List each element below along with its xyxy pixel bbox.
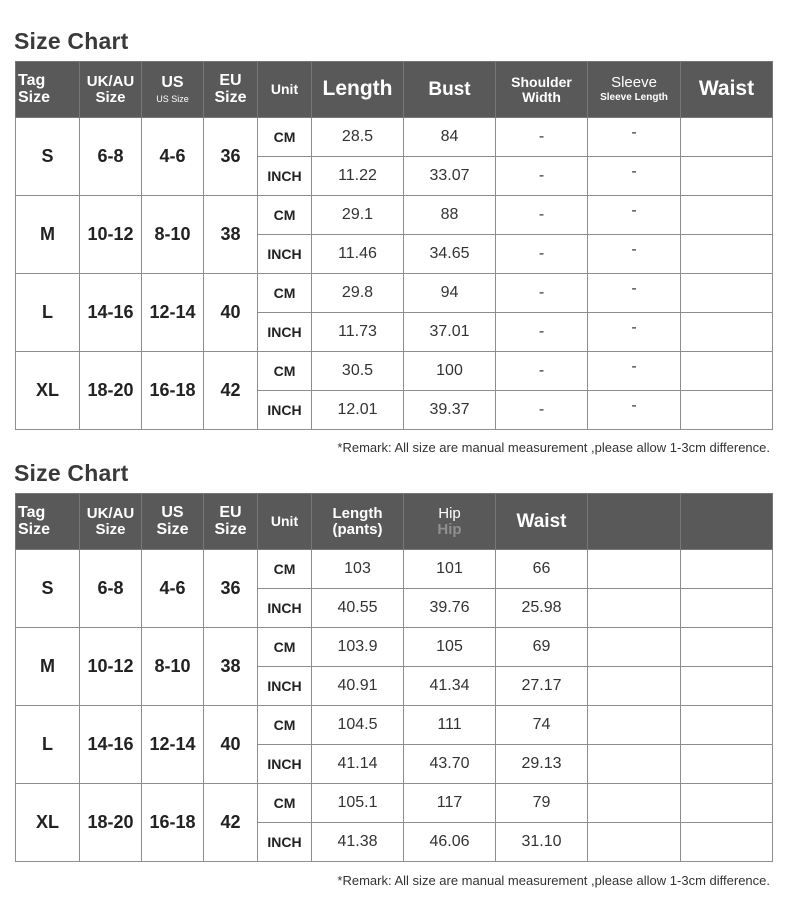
uk-au-size-cell: 6-8: [80, 118, 142, 196]
empty-cell: [681, 196, 773, 235]
header-hip: Hip Hip: [404, 494, 496, 550]
eu-size-cell: 36: [204, 550, 258, 628]
shoulder-cell: -: [496, 391, 588, 430]
empty-cell: [681, 352, 773, 391]
top-size-table: [15, 61, 773, 430]
uk-au-size-cell: 18-20: [80, 784, 142, 862]
header-us-size: US US Size: [142, 62, 204, 118]
waist-cell: 25.98: [496, 589, 588, 628]
empty-cell: [588, 550, 681, 589]
header-empty-1: [588, 494, 681, 550]
empty-cell: [681, 274, 773, 313]
empty-cell: [681, 391, 773, 430]
shoulder-cell: -: [496, 274, 588, 313]
hip-cell: 101: [404, 550, 496, 589]
waist-cell: 29.13: [496, 745, 588, 784]
table-row: [16, 550, 773, 589]
empty-cell: [681, 784, 773, 823]
uk-au-size-cell: 10-12: [80, 196, 142, 274]
length-cell: 105.1: [312, 784, 404, 823]
waist-cell: 31.10: [496, 823, 588, 862]
header-empty-2: [681, 494, 773, 550]
us-size-cell: 4-6: [142, 118, 204, 196]
header-row: [16, 62, 773, 118]
length-cell: 40.91: [312, 667, 404, 706]
us-size-cell: 16-18: [142, 784, 204, 862]
header-length-pants: Length (pants): [312, 494, 404, 550]
empty-cell: [681, 745, 773, 784]
eu-size-cell: 40: [204, 706, 258, 784]
header-sleeve-length: Sleeve Sleeve Length: [588, 62, 681, 118]
length-cell: 12.01: [312, 391, 404, 430]
remark-bottom: *Remark: All size are manual measurement ,please allow 1-3cm difference.: [337, 873, 770, 888]
header-bust: Bust: [404, 62, 496, 118]
tag-size-cell: S: [16, 118, 80, 196]
length-cell: 29.8: [312, 274, 404, 313]
length-cell: 11.73: [312, 313, 404, 352]
shoulder-cell: -: [496, 157, 588, 196]
eu-size-cell: 38: [204, 628, 258, 706]
remark-top: *Remark: All size are manual measurement ,please allow 1-3cm difference.: [337, 440, 770, 455]
hip-cell: 117: [404, 784, 496, 823]
unit-cell: CM: [258, 628, 312, 667]
size-chart-title-bottom: Size Chart: [14, 460, 129, 486]
empty-cell: [681, 667, 773, 706]
table-row: [16, 118, 773, 157]
hip-cell: 105: [404, 628, 496, 667]
length-cell: 103: [312, 550, 404, 589]
unit-cell: CM: [258, 196, 312, 235]
bust-cell: 94: [404, 274, 496, 313]
length-cell: 103.9: [312, 628, 404, 667]
table-row: [16, 196, 773, 235]
sleeve-cell: -: [588, 196, 681, 235]
eu-size-cell: 36: [204, 118, 258, 196]
unit-cell: CM: [258, 706, 312, 745]
waist-cell: 66: [496, 550, 588, 589]
length-cell: 104.5: [312, 706, 404, 745]
hip-cell: 39.76: [404, 589, 496, 628]
header-unit: Unit: [258, 62, 312, 118]
waist-cell: 27.17: [496, 667, 588, 706]
sleeve-cell: -: [588, 274, 681, 313]
empty-cell: [588, 589, 681, 628]
length-cell: 41.38: [312, 823, 404, 862]
length-cell: 41.14: [312, 745, 404, 784]
shoulder-cell: -: [496, 196, 588, 235]
sleeve-cell: -: [588, 118, 681, 157]
tag-size-cell: M: [16, 628, 80, 706]
length-cell: 28.5: [312, 118, 404, 157]
hip-cell: 41.34: [404, 667, 496, 706]
sleeve-cell: -: [588, 157, 681, 196]
empty-cell: [681, 313, 773, 352]
table-row: [16, 352, 773, 391]
bottom-size-table: [15, 493, 773, 862]
empty-cell: [681, 823, 773, 862]
empty-cell: [588, 823, 681, 862]
us-size-cell: 4-6: [142, 550, 204, 628]
empty-cell: [588, 667, 681, 706]
unit-cell: INCH: [258, 667, 312, 706]
header-length: Length: [312, 62, 404, 118]
header-tag-size: Tag Size: [16, 494, 80, 550]
bust-cell: 88: [404, 196, 496, 235]
bust-cell: 84: [404, 118, 496, 157]
empty-cell: [681, 118, 773, 157]
eu-size-cell: 40: [204, 274, 258, 352]
unit-cell: CM: [258, 274, 312, 313]
header-row: [16, 494, 773, 550]
us-size-cell: 12-14: [142, 274, 204, 352]
empty-cell: [588, 706, 681, 745]
unit-cell: INCH: [258, 157, 312, 196]
header-us-size: US Size: [142, 494, 204, 550]
header-tag-size: Tag Size: [16, 62, 80, 118]
eu-size-cell: 38: [204, 196, 258, 274]
length-cell: 11.46: [312, 235, 404, 274]
bust-cell: 100: [404, 352, 496, 391]
tag-size-cell: S: [16, 550, 80, 628]
empty-cell: [681, 706, 773, 745]
tag-size-cell: L: [16, 706, 80, 784]
sleeve-cell: -: [588, 352, 681, 391]
eu-size-cell: 42: [204, 784, 258, 862]
unit-cell: CM: [258, 118, 312, 157]
us-size-cell: 8-10: [142, 628, 204, 706]
bust-cell: 37.01: [404, 313, 496, 352]
empty-cell: [681, 235, 773, 274]
waist-cell: 79: [496, 784, 588, 823]
size-chart-title-top: Size Chart: [14, 28, 129, 54]
us-size-cell: 16-18: [142, 352, 204, 430]
uk-au-size-cell: 14-16: [80, 274, 142, 352]
eu-size-cell: 42: [204, 352, 258, 430]
empty-cell: [681, 628, 773, 667]
length-cell: 29.1: [312, 196, 404, 235]
header-waist: Waist: [496, 494, 588, 550]
header-uk-au-size: UK/AU Size: [80, 494, 142, 550]
unit-cell: CM: [258, 784, 312, 823]
tag-size-cell: XL: [16, 352, 80, 430]
length-cell: 40.55: [312, 589, 404, 628]
length-cell: 30.5: [312, 352, 404, 391]
shoulder-cell: -: [496, 352, 588, 391]
unit-cell: INCH: [258, 391, 312, 430]
empty-cell: [588, 628, 681, 667]
sleeve-cell: -: [588, 235, 681, 274]
unit-cell: INCH: [258, 745, 312, 784]
table-row: [16, 274, 773, 313]
unit-cell: CM: [258, 352, 312, 391]
bust-cell: 34.65: [404, 235, 496, 274]
bust-cell: 39.37: [404, 391, 496, 430]
shoulder-cell: -: [496, 235, 588, 274]
hip-cell: 46.06: [404, 823, 496, 862]
table-row: [16, 706, 773, 745]
table-row: [16, 784, 773, 823]
header-eu-size: EU Size: [204, 62, 258, 118]
uk-au-size-cell: 10-12: [80, 628, 142, 706]
uk-au-size-cell: 14-16: [80, 706, 142, 784]
waist-cell: 69: [496, 628, 588, 667]
waist-cell: 74: [496, 706, 588, 745]
shoulder-cell: -: [496, 118, 588, 157]
shoulder-cell: -: [496, 313, 588, 352]
table-row: [16, 628, 773, 667]
header-uk-au-size: UK/AU Size: [80, 62, 142, 118]
unit-cell: CM: [258, 550, 312, 589]
tag-size-cell: L: [16, 274, 80, 352]
unit-cell: INCH: [258, 313, 312, 352]
tag-size-cell: XL: [16, 784, 80, 862]
us-size-cell: 8-10: [142, 196, 204, 274]
header-shoulder-width: Shoulder Width: [496, 62, 588, 118]
sleeve-cell: -: [588, 391, 681, 430]
unit-cell: INCH: [258, 823, 312, 862]
header-eu-size: EU Size: [204, 494, 258, 550]
tag-size-cell: M: [16, 196, 80, 274]
uk-au-size-cell: 18-20: [80, 352, 142, 430]
empty-cell: [681, 157, 773, 196]
empty-cell: [588, 784, 681, 823]
uk-au-size-cell: 6-8: [80, 550, 142, 628]
header-unit: Unit: [258, 494, 312, 550]
hip-cell: 43.70: [404, 745, 496, 784]
hip-cell: 111: [404, 706, 496, 745]
empty-cell: [681, 589, 773, 628]
bust-cell: 33.07: [404, 157, 496, 196]
unit-cell: INCH: [258, 235, 312, 274]
header-waist: Waist: [681, 62, 773, 118]
unit-cell: INCH: [258, 589, 312, 628]
us-size-cell: 12-14: [142, 706, 204, 784]
empty-cell: [681, 550, 773, 589]
length-cell: 11.22: [312, 157, 404, 196]
empty-cell: [588, 745, 681, 784]
sleeve-cell: -: [588, 313, 681, 352]
